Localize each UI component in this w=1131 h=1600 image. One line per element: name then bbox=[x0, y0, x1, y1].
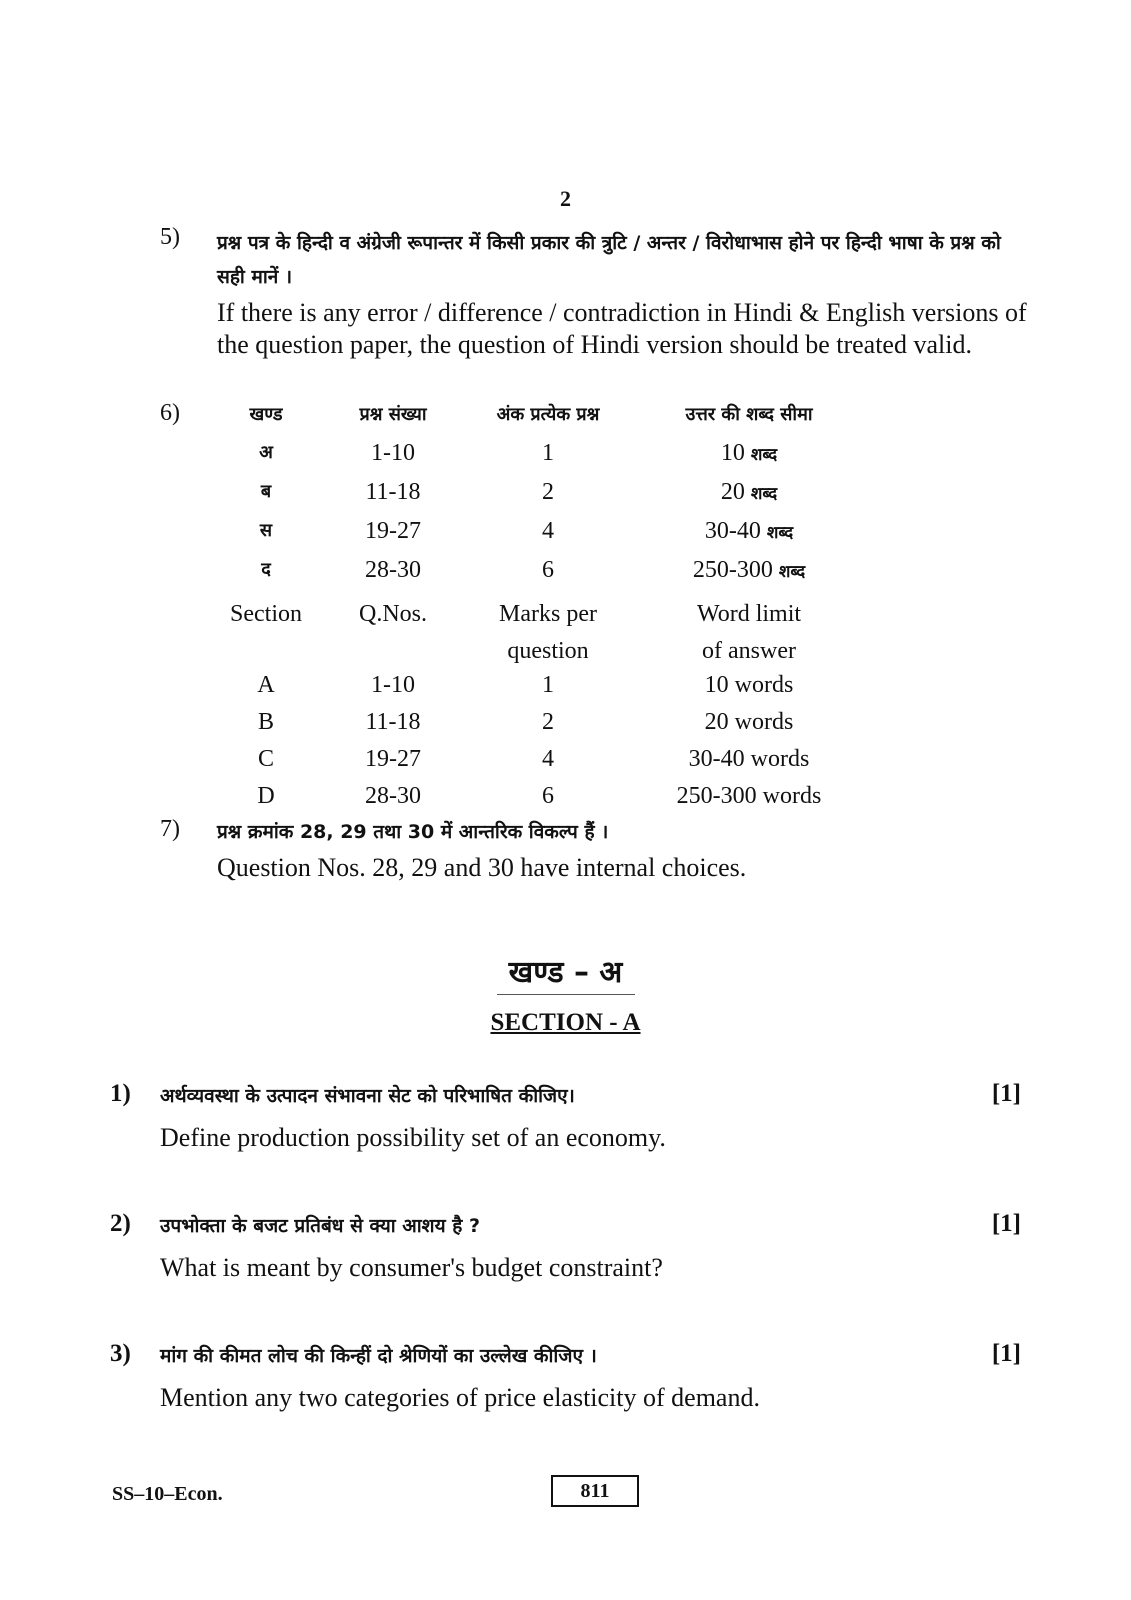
marks-distribution-table bbox=[220, 402, 876, 820]
page-number: 2 bbox=[560, 186, 571, 211]
instruction-number: 5) bbox=[160, 224, 180, 250]
cell-section: B bbox=[257, 709, 274, 735]
instruction-hindi-text: प्रश्न क्रमांक 28, 29 तथा 30 में आन्तरिक विकल्प हैं । bbox=[217, 821, 609, 843]
cell-marks: 2 bbox=[542, 709, 554, 735]
question-hindi-text: उपभोक्ता के बजट प्रतिबंध से क्या आशय है ? bbox=[160, 1215, 480, 1237]
cell-section: स bbox=[259, 520, 273, 541]
header-marks-english bbox=[474, 596, 622, 672]
section-title-hindi: खण्ड – अ bbox=[508, 955, 623, 990]
table-header-row-english bbox=[220, 596, 876, 672]
header-marks-line1: Marks per bbox=[499, 601, 597, 627]
question-number: 2) bbox=[110, 1210, 131, 1237]
limit-number: 30-40 bbox=[704, 518, 761, 544]
cell-marks: 6 bbox=[542, 557, 554, 583]
header-section-english: Section bbox=[230, 601, 302, 627]
question-hindi-text: मांग की कीमत लोच की किन्हीं दो श्रेणियों का उल्लेख कीजिए । bbox=[160, 1345, 597, 1367]
limit-number: 250-300 bbox=[692, 557, 773, 583]
question-english-text: What is meant by consumer's budget constraint? bbox=[160, 1253, 663, 1282]
header-marks-hindi: अंक प्रत्येक प्रश्न bbox=[496, 404, 600, 425]
instruction-english-text: If there is any error / difference / contradiction in Hindi & English versions of the question paper, the question of Hindi version should be treated valid. bbox=[217, 298, 1027, 359]
cell-qnos: 11-18 bbox=[365, 709, 421, 735]
header-qnos-hindi: प्रश्न संख्या bbox=[359, 404, 427, 425]
limit-unit: शब्द bbox=[766, 523, 794, 543]
cell-section: D bbox=[257, 783, 275, 809]
cell-limit bbox=[622, 479, 876, 518]
cell-marks: 1 bbox=[542, 440, 554, 466]
cell-marks: 4 bbox=[542, 518, 554, 544]
question-english-text: Mention any two categories of price elasticity of demand. bbox=[160, 1383, 760, 1412]
header-section-hindi: खण्ड bbox=[249, 404, 283, 425]
instruction-number: 7) bbox=[160, 816, 180, 842]
cell-qnos: 1-10 bbox=[371, 440, 415, 466]
header-limit-line2: of answer bbox=[702, 638, 796, 664]
table-row bbox=[220, 783, 876, 820]
cell-qnos: 1-10 bbox=[371, 672, 415, 698]
limit-unit: शब्द bbox=[778, 562, 806, 582]
instruction-hindi-text: प्रश्न पत्र के हिन्दी व अंग्रेजी रूपान्तर में किसी प्रकार की त्रुटि / अन्तर / विरोधाभास होने पर हिन्दी भाषा के प्रश्न को सही मानें । bbox=[217, 232, 1001, 288]
header-qnos-english: Q.Nos. bbox=[358, 601, 427, 627]
cell-marks: 2 bbox=[542, 479, 554, 505]
cell-limit bbox=[622, 440, 876, 479]
cell-qnos: 28-30 bbox=[365, 783, 421, 809]
question-hindi-text: अर्थव्यवस्था के उत्पादन संभावना सेट को परिभाषित कीजिए। bbox=[160, 1085, 575, 1107]
question-english-text: Define production possibility set of an economy. bbox=[160, 1123, 666, 1152]
question-number: 1) bbox=[110, 1080, 131, 1107]
header-limit-english bbox=[622, 596, 876, 672]
header-limit-line1: Word limit bbox=[696, 601, 802, 627]
table-row bbox=[220, 479, 876, 518]
table-row bbox=[220, 518, 876, 557]
cell-qnos: 11-18 bbox=[365, 479, 421, 505]
section-divider bbox=[497, 994, 635, 995]
header-limit-hindi: उत्तर की शब्द सीमा bbox=[685, 404, 813, 425]
cell-limit: 250-300 words bbox=[676, 783, 822, 809]
cell-section: C bbox=[257, 746, 274, 772]
cell-marks: 6 bbox=[542, 783, 554, 809]
cell-qnos: 28-30 bbox=[365, 557, 421, 583]
question-number: 3) bbox=[110, 1340, 131, 1367]
table-header-row-hindi bbox=[220, 402, 876, 440]
cell-limit: 10 words bbox=[704, 672, 794, 698]
cell-section: अ bbox=[259, 442, 273, 463]
table-row bbox=[220, 709, 876, 746]
question-marks: [1] bbox=[991, 1080, 1021, 1107]
cell-limit bbox=[622, 557, 876, 596]
page-code-box: 811 bbox=[551, 1475, 639, 1507]
cell-limit: 20 words bbox=[704, 709, 794, 735]
question-marks: [1] bbox=[991, 1340, 1021, 1367]
cell-limit bbox=[622, 518, 876, 557]
section-title-english: SECTION - A bbox=[490, 1009, 641, 1036]
cell-limit: 30-40 words bbox=[688, 746, 810, 772]
instruction-number: 6) bbox=[160, 400, 180, 426]
cell-section: ब bbox=[260, 481, 272, 502]
limit-unit: शब्द bbox=[750, 445, 778, 465]
header-marks-line2: question bbox=[507, 638, 589, 664]
cell-marks: 1 bbox=[542, 672, 554, 698]
table-row bbox=[220, 746, 876, 783]
cell-section: A bbox=[257, 672, 275, 698]
paper-code: SS–10–Econ. bbox=[112, 1483, 223, 1505]
cell-marks: 4 bbox=[542, 746, 554, 772]
instruction-english-text: Question Nos. 28, 29 and 30 have internal choices. bbox=[217, 853, 747, 882]
cell-qnos: 19-27 bbox=[365, 746, 421, 772]
question-marks: [1] bbox=[991, 1210, 1021, 1237]
table-row bbox=[220, 672, 876, 709]
cell-qnos: 19-27 bbox=[365, 518, 421, 544]
cell-section: द bbox=[261, 559, 271, 580]
limit-number: 10 bbox=[720, 440, 745, 466]
limit-number: 20 bbox=[720, 479, 745, 505]
limit-unit: शब्द bbox=[750, 484, 778, 504]
table-row bbox=[220, 557, 876, 596]
table-row bbox=[220, 440, 876, 479]
